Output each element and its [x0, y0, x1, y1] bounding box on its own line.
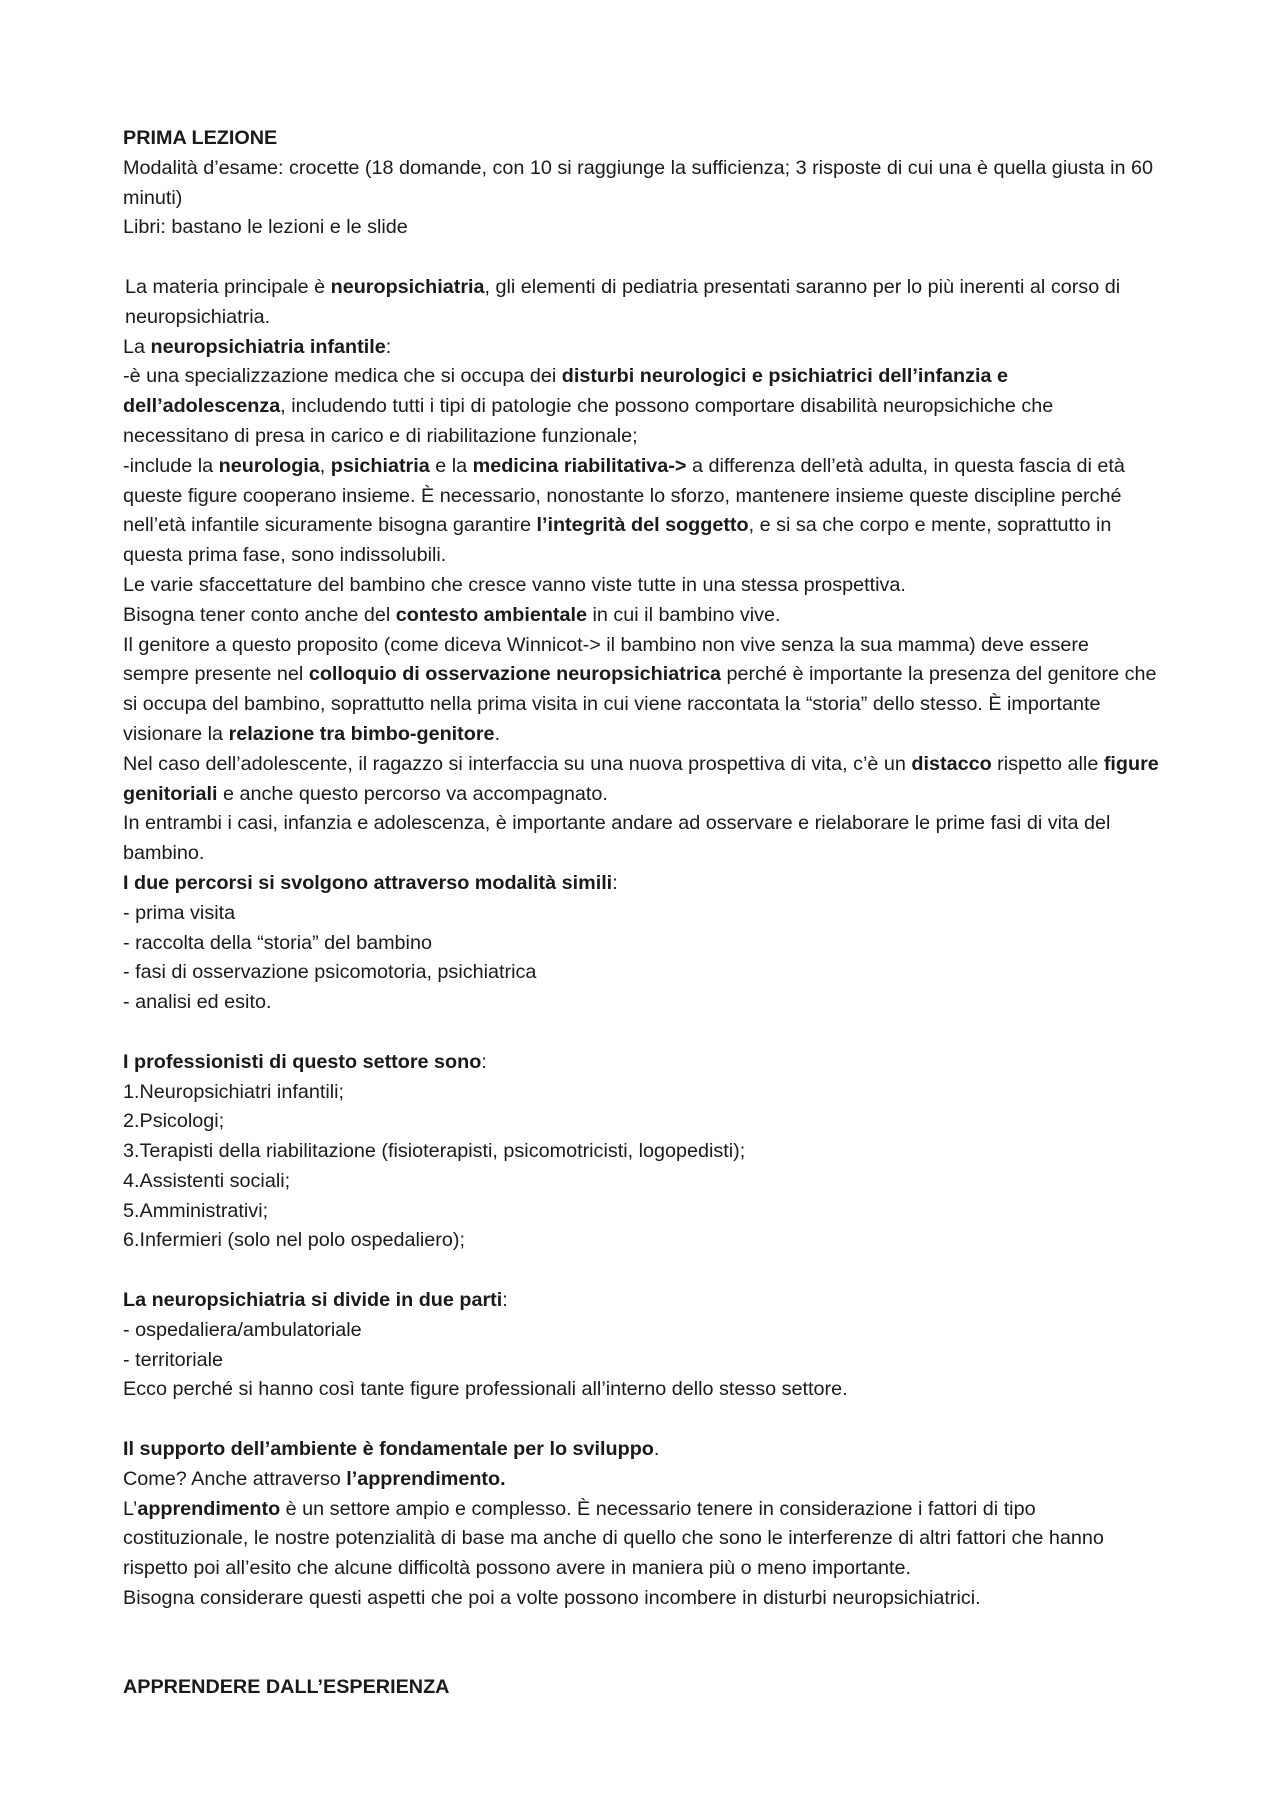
professional-item: 3.Terapisti della riabilitazione (fisioterapisti, psicomotricisti, logopedisti);	[123, 1140, 746, 1163]
pathway-step: - prima visita	[123, 901, 236, 924]
professional-item: 5.Amministrativi;	[123, 1199, 269, 1222]
division-item: - ospedaliera/ambulatoriale	[123, 1318, 362, 1341]
adolescent-paragraph: Nel caso dell’adolescente, il ragazzo si interfaccia su una nuova prospettiva di vita, c’è un distacco rispetto alle figure genitoriali e anche questo percorso va accompagnato.	[123, 752, 1159, 805]
perspective-paragraph: Le varie sfaccettature del bambino che cresce vanno viste tutte in una stessa prospettiva.	[123, 573, 906, 596]
paragraph-gap	[123, 1256, 1160, 1286]
books-info: Libri: bastano le lezioni e le slide	[123, 216, 408, 239]
pathways-heading: I due percorsi si svolgono attraverso modalità simili:	[123, 871, 618, 894]
npi-definition-point-2: -include la neurologia, psichiatria e la medicina riabilitativa-> a differenza dell’età adulta, in questa fascia di età queste figure cooperano insieme. È necessario, nonostante lo sforzo, mantenere insieme queste discipline perché nell’età infantile sicuramente bisogna garantire l’integrità del soggetto, e si sa che corpo e mente, soprattutto in questa prima fase, sono indissolubili.	[123, 454, 1125, 567]
consider-paragraph: Bisogna considerare questi aspetti che poi a volte possono incombere in disturbi neuropsichiatrici.	[123, 1587, 981, 1610]
support-question: Come? Anche attraverso l’apprendimento.	[123, 1467, 506, 1490]
professional-item: 1.Neuropsichiatri infantili;	[123, 1080, 344, 1103]
context-paragraph: Bisogna tener conto anche del contesto ambientale in cui il bambino vive.	[123, 603, 781, 626]
next-section-title: APPRENDERE DALL’ESPERIENZA	[123, 1676, 450, 1699]
professional-item: 4.Assistenti sociali;	[123, 1169, 291, 1192]
professionals-heading: I professionisti di questo settore sono:	[123, 1050, 487, 1073]
professional-item: 6.Infermieri (solo nel polo ospedaliero);	[123, 1229, 465, 1252]
division-item: - territoriale	[123, 1348, 224, 1371]
npi-definition-heading: La neuropsichiatria infantile:	[123, 335, 392, 358]
pathway-step: - raccolta della “storia” del bambino	[123, 931, 432, 954]
exam-info: Modalità d’esame: crocette (18 domande, con 10 si raggiunge la sufficienza; 3 risposte di cui una è quella giusta in 60 minuti)	[123, 156, 1153, 209]
division-heading: La neuropsichiatria si divide in due parti:	[123, 1289, 508, 1312]
parent-paragraph: Il genitore a questo proposito (come diceva Winnicot-> il bambino non vive senza la sua mamma) deve essere sempre presente nel colloquio di osservazione neuropsichiatrica perché è importante la presenza del genitore che si occupa del bambino, soprattutto nella prima visita in cui viene raccontata la “storia” dello stesso. È importante visionare la relazione tra bimbo-genitore.	[123, 633, 1157, 745]
section-gap	[123, 1614, 1160, 1674]
paragraph-gap	[123, 243, 1160, 273]
paragraph-gap	[123, 1018, 1160, 1048]
both-cases-paragraph: In entrambi i casi, infanzia e adolescenza, è importante andare ad osservare e rielaborare le prime fasi di vita del bambino.	[123, 812, 1111, 865]
learning-paragraph: L’apprendimento è un settore ampio e complesso. È necessario tenere in considerazione i fattori di tipo costituzionale, le nostre potenzialità di base ma anche di quello che sono le interferenze di altri fattori che hanno rispetto poi all’esito che alcune difficoltà possono avere in maniera più o meno importante.	[123, 1497, 1104, 1580]
pathway-step: - analisi ed esito.	[123, 991, 272, 1014]
professional-item: 2.Psicologi;	[123, 1110, 225, 1133]
paragraph-gap	[123, 1405, 1160, 1435]
division-note: Ecco perché si hanno così tante figure professionali all’interno dello stesso settore.	[123, 1378, 848, 1401]
document-body	[123, 124, 1160, 1703]
support-heading: Il supporto dell’ambiente è fondamentale per lo sviluppo.	[123, 1438, 660, 1461]
intro-paragraph: La materia principale è neuropsichiatria, gli elementi di pediatria presentati saranno per lo più inerenti al corso di neuropsichiatria.	[125, 275, 1121, 328]
lesson-title: PRIMA LEZIONE	[123, 127, 278, 149]
npi-definition-point-1: -è una specializzazione medica che si occupa dei disturbi neurologici e psichiatrici dell’infanzia e dell’adolescenza, includendo tutti i tipi di patologie che possono comportare disabilità neuropsichiche che necessitano di presa in carico e di riabilitazione funzionale;	[123, 365, 1054, 447]
pathway-step: - fasi di osservazione psicomotoria, psichiatrica	[123, 961, 537, 984]
